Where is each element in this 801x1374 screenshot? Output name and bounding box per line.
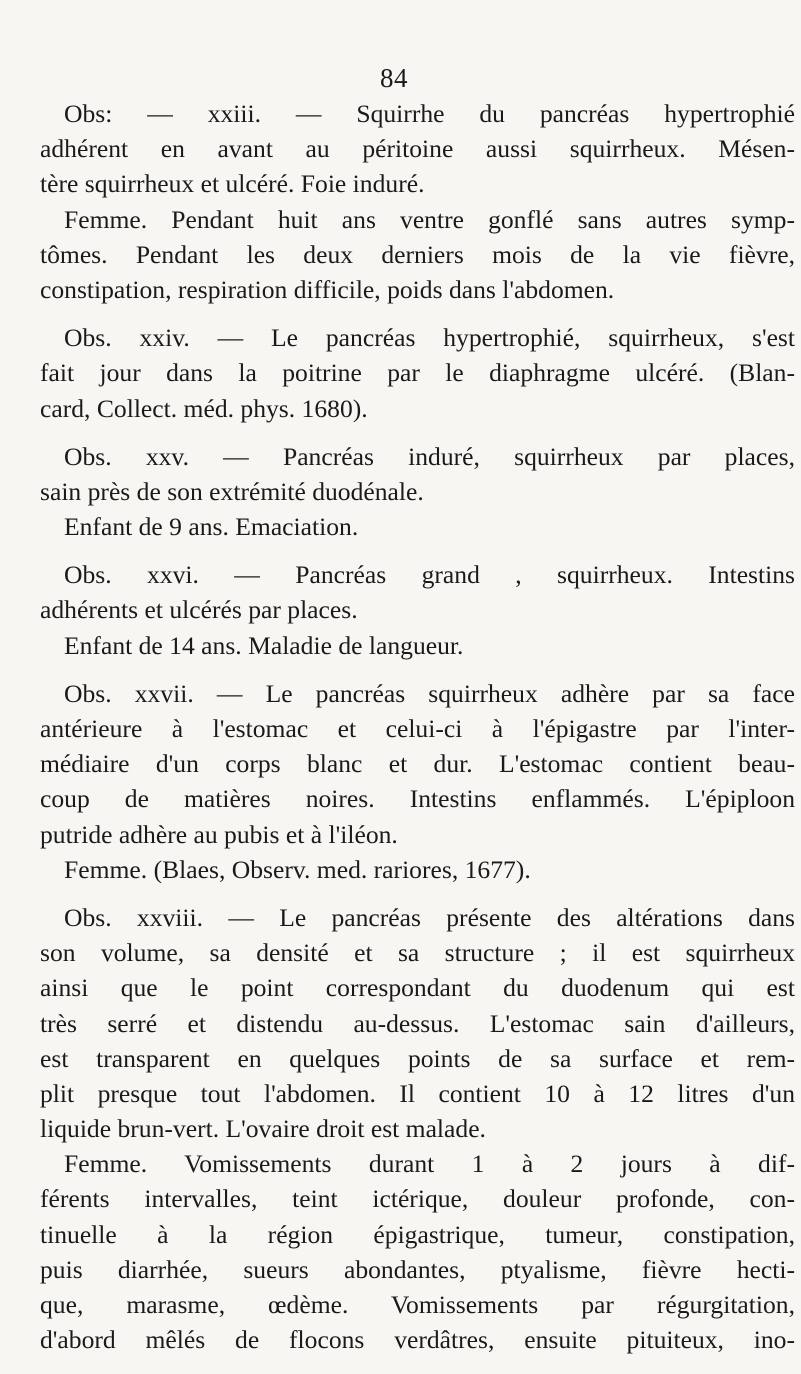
observation-27	[40, 676, 795, 887]
text-line: médiaire d'un corps blanc et dur. L'estomac contient beau-	[40, 749, 795, 779]
text-line: très serré et distendu au-dessus. L'estomac sain d'ailleurs,	[40, 1008, 795, 1038]
text-line: adhérent en avant au péritoine aussi squirrheux. Mésen-	[40, 134, 795, 164]
text-line: constipation, respiration difficile, poids dans l'abdomen.	[40, 274, 615, 304]
text-line: puis diarrhée, sueurs abondantes, ptyalisme, fièvre hecti-	[40, 1254, 795, 1284]
text-line: Enfant de 9 ans. Emaciation.	[64, 512, 359, 542]
text-line: férents intervalles, teint ictérique, douleur profonde, con-	[40, 1184, 795, 1214]
text-line: fait jour dans la poitrine par le diaphragme ulcéré. (Blan-	[40, 358, 795, 388]
text-line: sain près de son extrémité duodénale.	[40, 476, 424, 506]
text-line: est transparent en quelques points de sa surface et rem-	[40, 1043, 795, 1073]
text-line: card, Collect. méd. phys. 1680).	[40, 393, 368, 423]
text-line: tinuelle à la région épigastrique, tumeur, constipation,	[40, 1219, 795, 1249]
text-line: Femme. Pendant huit ans ventre gonflé sans autres symp-	[64, 204, 795, 234]
text-line: tère squirrheux et ulcéré. Foie induré.	[40, 169, 425, 199]
text-line: Obs. xxviii. — Le pancréas présente des altérations dans	[64, 902, 795, 932]
observation-23	[40, 96, 795, 307]
observation-25	[40, 439, 795, 545]
text-line: tômes. Pendant les deux derniers mois de la vie fièvre,	[40, 239, 795, 269]
text-line: coup de matières noires. Intestins enflammés. L'épiploon	[40, 784, 795, 814]
text-line: plit presque tout l'abdomen. Il contient 10 à 12 litres d'un	[40, 1078, 795, 1108]
text-line: Femme. (Blaes, Observ. med. rariores, 1677).	[64, 854, 531, 884]
text-line: Enfant de 14 ans. Maladie de langueur.	[64, 630, 464, 660]
text-line: Obs. xxiv. — Le pancréas hypertrophié, squirrheux, s'est	[64, 323, 795, 353]
observation-28	[40, 900, 795, 1357]
text-line: Obs. xxv. — Pancréas induré, squirrheux par places,	[64, 441, 795, 471]
text-line: que, marasme, œdème. Vomissements par régurgitation,	[40, 1290, 795, 1319]
text-line: antérieure à l'estomac et celui-ci à l'épigastre par l'inter-	[40, 714, 795, 743]
observation-24	[40, 320, 795, 426]
observation-26	[40, 557, 795, 663]
text-line: liquide brun-vert. L'ovaire droit est malade.	[40, 1114, 486, 1144]
text-line: putride adhère au pubis et à l'iléon.	[40, 819, 398, 849]
page-body	[40, 96, 795, 1357]
text-line: Obs. xxvi. — Pancréas grand , squirrheux. Intestins	[64, 560, 795, 590]
text-line: adhérents et ulcérés par places.	[40, 595, 358, 625]
text-line: ainsi que le point correspondant du duodenum qui est	[40, 973, 795, 1003]
text-line: Femme. Vomissements durant 1 à 2 jours à dif-	[64, 1149, 795, 1179]
text-line: son volume, sa densité et sa structure ; il est squirrheux	[40, 938, 795, 968]
page-number: 84	[380, 63, 408, 93]
text-line: d'abord mêlés de flocons verdâtres, ensuite pituiteux, ino-	[40, 1325, 795, 1355]
text-line: Obs: — xxiii. — Squirrhe du pancréas hypertrophié	[64, 99, 795, 128]
text-line: Obs. xxvii. — Le pancréas squirrheux adhère par sa face	[64, 678, 795, 708]
